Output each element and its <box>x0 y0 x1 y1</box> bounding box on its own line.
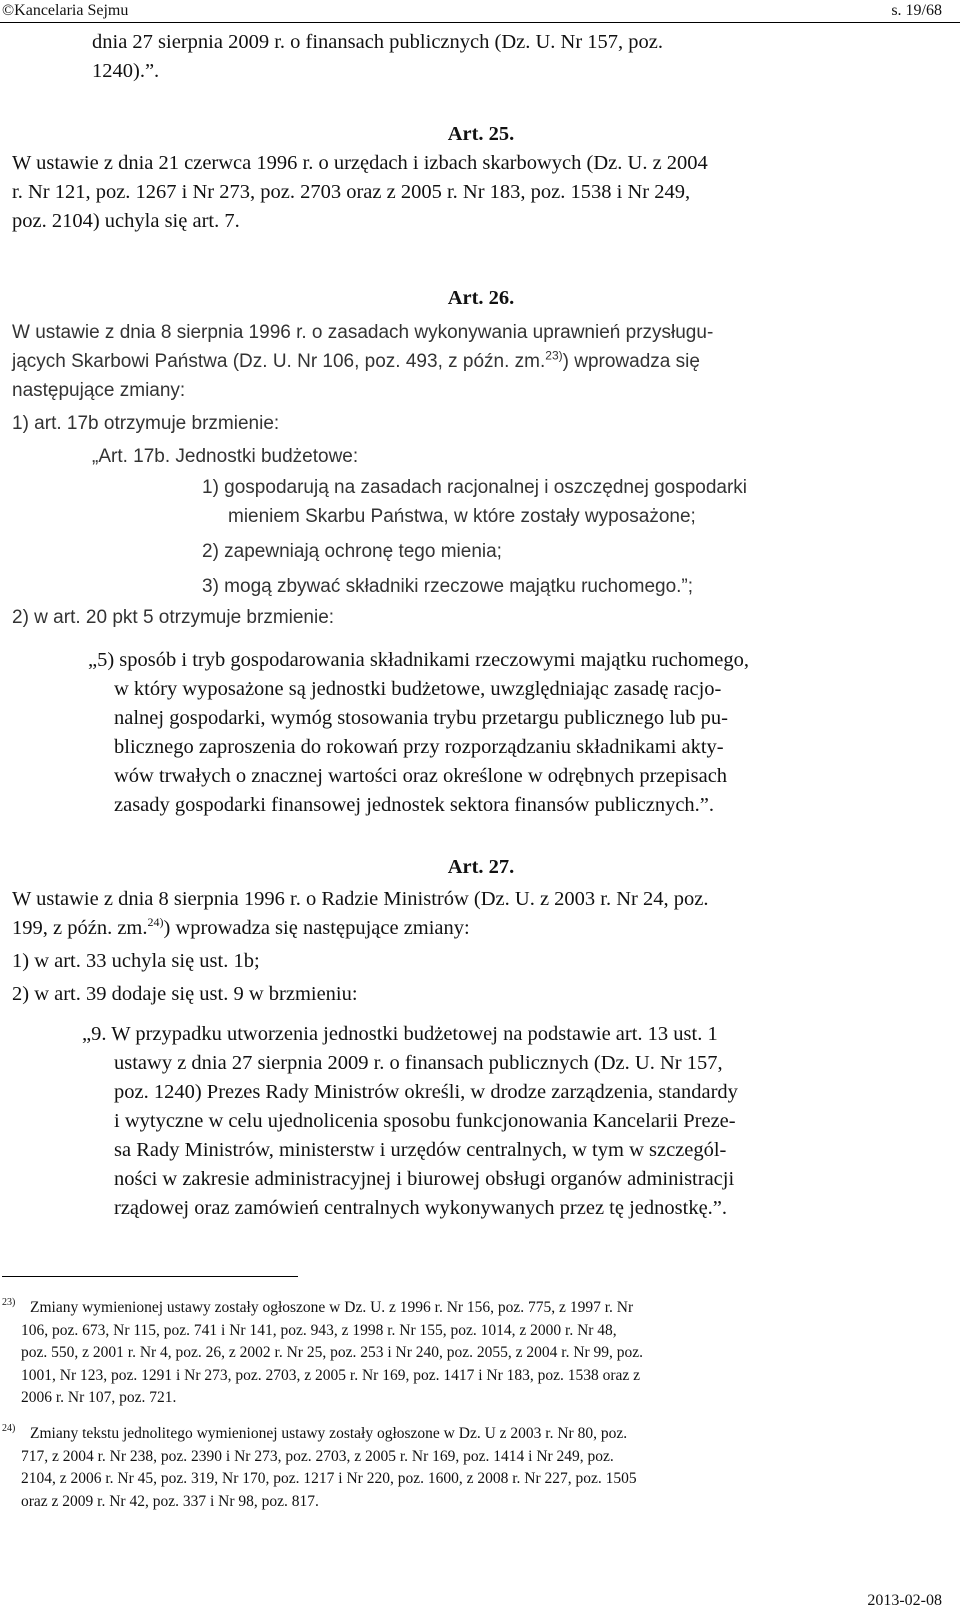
article-27 <box>92 853 870 882</box>
text-line: poz. 2104) uchyla się art. 7. <box>12 210 240 232</box>
page-header <box>0 0 960 22</box>
list-item: 2) zapewniają ochronę tego mienia; <box>202 541 502 562</box>
text-line: ustawy z dnia 27 sierpnia 2009 r. o finansach publicznych (Dz. U. Nr 157, <box>114 1052 723 1074</box>
text-line: i wytyczne w celu ujednolicenia sposobu funkcjonowania Kancelarii Preze- <box>114 1110 736 1132</box>
text-line: nalnej gospodarki, wymóg stosowania trybu przetargu publicznego lub pu- <box>114 707 728 729</box>
text-line: blicznego zaproszenia do rokowań przy rozporządzaniu składnikami akty- <box>114 736 724 758</box>
text-line: w który wyposażone są jednostki budżetowe, uwzględniając zasadę racjo- <box>114 678 722 700</box>
text-line: jących Skarbowi Państwa (Dz. U. Nr 106, poz. 493, z późn. zm.$^{23)}$) wprowadza się <box>12 348 700 372</box>
text-line: następujące zmiany: <box>12 380 186 401</box>
article-25 <box>12 120 870 236</box>
list-item: 3) mogą zbywać składniki rzeczowe majątku ruchomego.”; <box>202 576 694 597</box>
footnote-line: Zmiany tekstu jednolitego wymienionej ustawy zostały ogłoszone w Dz. U z 2003 r. Nr 80, poz. <box>30 1425 628 1442</box>
text-line: 199, z późn. zm.$^{24)}$) wprowadza się następujące zmiany: <box>12 915 470 939</box>
text-line: poz. 1240) Prezes Rady Ministrów określi, w drodze zarządzenia, standardy <box>114 1081 738 1103</box>
footnote-number: 23) <box>2 1297 16 1308</box>
text-line: W ustawie z dnia 21 czerwca 1996 r. o urzędach i izbach skarbowych (Dz. U. z 2004 <box>12 152 708 174</box>
document-date: 2013-02-08 <box>867 1592 942 1609</box>
text-line: zasady gospodarki finansowej jednostek sektora finansów publicznych.”. <box>114 794 715 816</box>
article-26 <box>92 284 870 313</box>
footnote-line: 106, poz. 673, Nr 115, poz. 741 i Nr 141, poz. 943, z 1998 r. Nr 155, poz. 1014, z 2000 r. Nr 48, <box>21 1321 617 1339</box>
text-line: r. Nr 121, poz. 1267 i Nr 273, poz. 2703 oraz z 2005 r. Nr 183, poz. 1538 i Nr 249, <box>12 181 691 203</box>
footnote-ref[interactable]: 24) <box>147 915 164 930</box>
art26-point5 <box>88 646 843 820</box>
art27-ust9 <box>82 1020 842 1223</box>
text-line: „5) sposób i tryb gospodarowania składnikami rzeczowymi majątku ruchomego, <box>88 649 749 671</box>
footnote-number: 24) <box>2 1423 16 1434</box>
text-line: dnia 27 sierpnia 2009 r. o finansach publicznych (Dz. U. Nr 157, poz. <box>92 31 664 53</box>
text-line: „9. W przypadku utworzenia jednostki budżetowej na podstawie art. 13 ust. 1 <box>82 1023 718 1045</box>
quote-line: „Art. 17b. Jednostki budżetowe: <box>92 446 359 467</box>
text-line: sa Rady Ministrów, ministerstw i urzędów centralnych, w tym w szczegól- <box>114 1139 727 1161</box>
page-number: s. 19/68 <box>891 2 942 19</box>
article-title: Art. 26. <box>447 287 515 309</box>
text-line: W ustawie z dnia 8 sierpnia 1996 r. o zasadach wykonywania uprawnień przysługu- <box>12 322 714 343</box>
header-rule <box>0 22 960 23</box>
footnote-line: 2006 r. Nr 107, poz. 721. <box>21 1389 177 1406</box>
article-title: Art. 25. <box>447 123 515 145</box>
footnote-line: Zmiany wymienionej ustawy zostały ogłoszone w Dz. U. z 1996 r. Nr 156, poz. 775, z 1997 r. Nr <box>30 1299 634 1316</box>
list-item: 1) w art. 33 uchyla się ust. 1b; <box>12 950 260 972</box>
continuation-block <box>92 28 870 86</box>
list-item: 2) w art. 20 pkt 5 otrzymuje brzmienie: <box>12 607 335 628</box>
article-title: Art. 27. <box>447 856 515 878</box>
text-line: wów trwałych o znacznej wartości oraz określone w odrębnych przepisach <box>114 765 728 787</box>
footnote-separator <box>2 1276 298 1277</box>
footnote-24 <box>2 1423 872 1513</box>
footnote-ref[interactable]: 23) <box>545 348 563 363</box>
list-item: 1) art. 17b otrzymuje brzmienie: <box>12 413 280 434</box>
copyright-label: ©Kancelaria Sejmu <box>2 2 129 19</box>
list-item: 2) w art. 39 dodaje się ust. 9 w brzmieniu: <box>12 983 358 1005</box>
list-item: mieniem Skarbu Państwa, w które zostały wyposażone; <box>228 506 696 527</box>
footnote-line: 717, z 2004 r. Nr 238, poz. 2390 i Nr 273, poz. 2703, z 2005 r. Nr 169, poz. 1414 i Nr 249, poz. <box>21 1447 614 1465</box>
list-item: 1) gospodarują na zasadach racjonalnej i oszczędnej gospodarki <box>202 477 748 498</box>
article-27-body <box>12 885 874 1009</box>
text-line: 1240).”. <box>92 60 160 82</box>
text-line: ności w zakresie administracyjnej i biurowej obsługi organów administracji <box>114 1168 735 1190</box>
footnote-line: 2104, z 2006 r. Nr 45, poz. 319, Nr 170, poz. 1217 i Nr 220, poz. 1600, z 2008 r. Nr 227, poz. 1505 <box>21 1470 637 1487</box>
footnote-line: poz. 550, z 2001 r. Nr 4, poz. 26, z 2002 r. Nr 25, poz. 253 i Nr 240, poz. 2055, z 2004 r. Nr 99, poz. <box>21 1344 644 1361</box>
footnote-23 <box>2 1297 872 1410</box>
footnote-line: oraz z 2009 r. Nr 42, poz. 337 i Nr 98, poz. 817. <box>21 1492 319 1510</box>
text-line: W ustawie z dnia 8 sierpnia 1996 r. o Radzie Ministrów (Dz. U. z 2003 r. Nr 24, poz. <box>12 888 709 910</box>
text-line: rządowej oraz zamówień centralnych wykonywanych przez tę jednostkę.”. <box>114 1197 728 1219</box>
footnote-line: 1001, Nr 123, poz. 1291 i Nr 273, poz. 2703, z 2005 r. Nr 169, poz. 1417 i Nr 183, poz. 1538 oraz z <box>21 1366 641 1384</box>
